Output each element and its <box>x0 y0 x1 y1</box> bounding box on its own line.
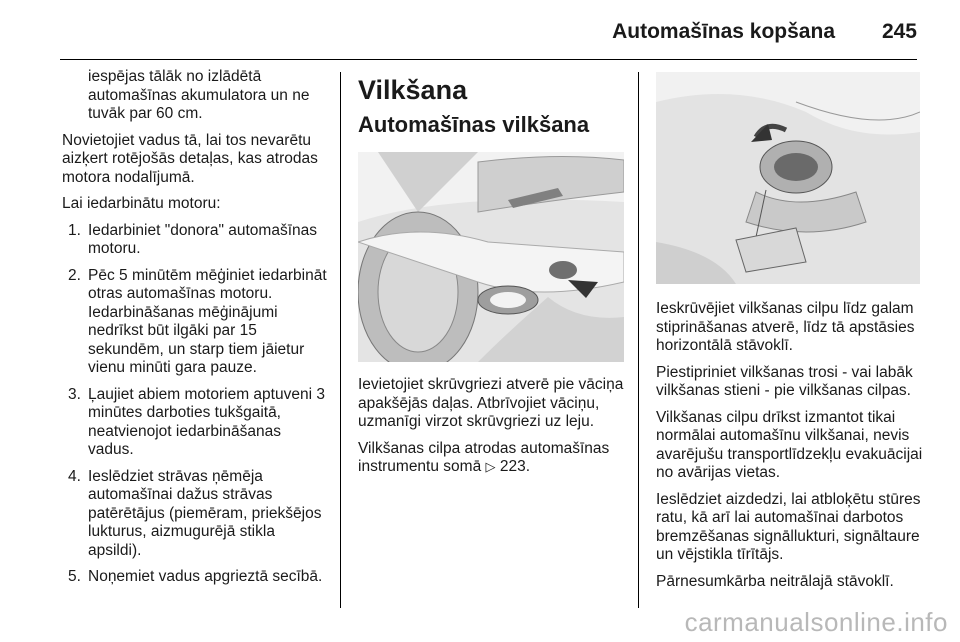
column-left <box>62 68 328 595</box>
page-number: 245 <box>881 20 917 43</box>
column-divider <box>638 72 639 608</box>
list-item <box>62 568 328 587</box>
step-number: 5. <box>68 568 81 585</box>
triangle-arrow-icon: ▷ <box>485 459 496 474</box>
step-text: Ļaujiet abiem motoriem aptuveni 3 minūtes darboties tukšgaitā, neatvienojot iedarbināšanas vadus. <box>88 385 325 458</box>
bumper-cover-illustration <box>358 152 624 362</box>
paragraph <box>358 440 624 477</box>
list-item <box>62 222 328 259</box>
step-number: 1. <box>68 221 81 239</box>
step-number: 3. <box>68 385 81 403</box>
step-text: Pēc 5 minūtēm mēģiniet iedarbināt otras automašīnas motoru. Iedarbināšanas mēģinājumi nedrīkst būt ilgāki par 15 sekundēm, un starp tiem jāietur vienu minūti gara pauze. <box>88 266 327 376</box>
step-number: 2. <box>68 266 81 284</box>
paragraph: Novietojiet vadus tā, lai tos nevarētu aizķert rotējošās detaļas, kas atrodas motora nodalījumā. <box>62 131 318 186</box>
step-text: Noņemiet vadus apgrieztā secībā. <box>88 568 323 585</box>
paragraph: Ieslēdziet aizdedzi, lai atbloķētu stūres ratu, kā arī lai automašīnai darbotos bremzēšanas signāllukturi, signāltaure un vējstikla tīrītājs. <box>656 490 921 563</box>
header-rule <box>60 59 917 60</box>
paragraph: Ievietojiet skrūvgriezi atverē pie vāciņa apakšējās daļas. Atbrīvojiet vāciņu, uzmanīgi virzot skrūvgriezi uz leju. <box>358 376 624 430</box>
column-divider <box>340 72 341 608</box>
list-item <box>62 468 328 561</box>
paragraph: Lai iedarbinātu motoru: <box>62 195 221 212</box>
steps-list <box>62 222 328 587</box>
page-reference[interactable]: 223. <box>499 458 530 475</box>
step-number: 4. <box>68 467 81 485</box>
step-text: Iedarbiniet "donora" automašīnas motoru. <box>88 221 318 257</box>
paragraph-text: Vilkšanas cilpa atrodas automašīnas instrumentu somā <box>358 439 610 475</box>
section-heading: Vilkšana <box>358 75 468 105</box>
section-subheading: Automašīnas vilkšana <box>358 112 590 137</box>
paragraph: Pārnesumkārba neitrālajā stāvoklī. <box>656 572 894 590</box>
paragraph: Vilkšanas cilpu drīkst izmantot tikai normālai automašīnu vilkšanai, nevis avarējušu transportlīdzekļu evakuācijai no avārijas vietas. <box>656 408 923 481</box>
list-item <box>62 267 328 378</box>
list-item <box>62 386 328 460</box>
paragraph: Ieskrūvējiet vilkšanas cilpu līdz galam stiprināšanas atverē, līdz tā apstāsies horizontālā stāvoklī. <box>656 300 915 354</box>
watermark: carmanualsonline.info <box>684 607 948 637</box>
paragraph: Piestipriniet vilkšanas trosi - vai labāk vilkšanas stieni - pie vilkšanas cilpas. <box>656 363 913 399</box>
towing-eye-illustration <box>656 72 920 284</box>
continued-text: iespējas tālāk no izlādētā automašīnas akumulatora un ne tuvāk par 60 cm. <box>88 68 310 122</box>
column-right <box>656 72 924 599</box>
column-middle <box>358 72 624 485</box>
step-text: Ieslēdziet strāvas ņēmēja automašīnai dažus strāvas patērētājus (piemēram, priekšējos lukturus, aizmugurējā stikla apsildi). <box>88 467 322 559</box>
header-title: Automašīnas kopšana <box>612 20 835 43</box>
page-header <box>0 0 960 62</box>
